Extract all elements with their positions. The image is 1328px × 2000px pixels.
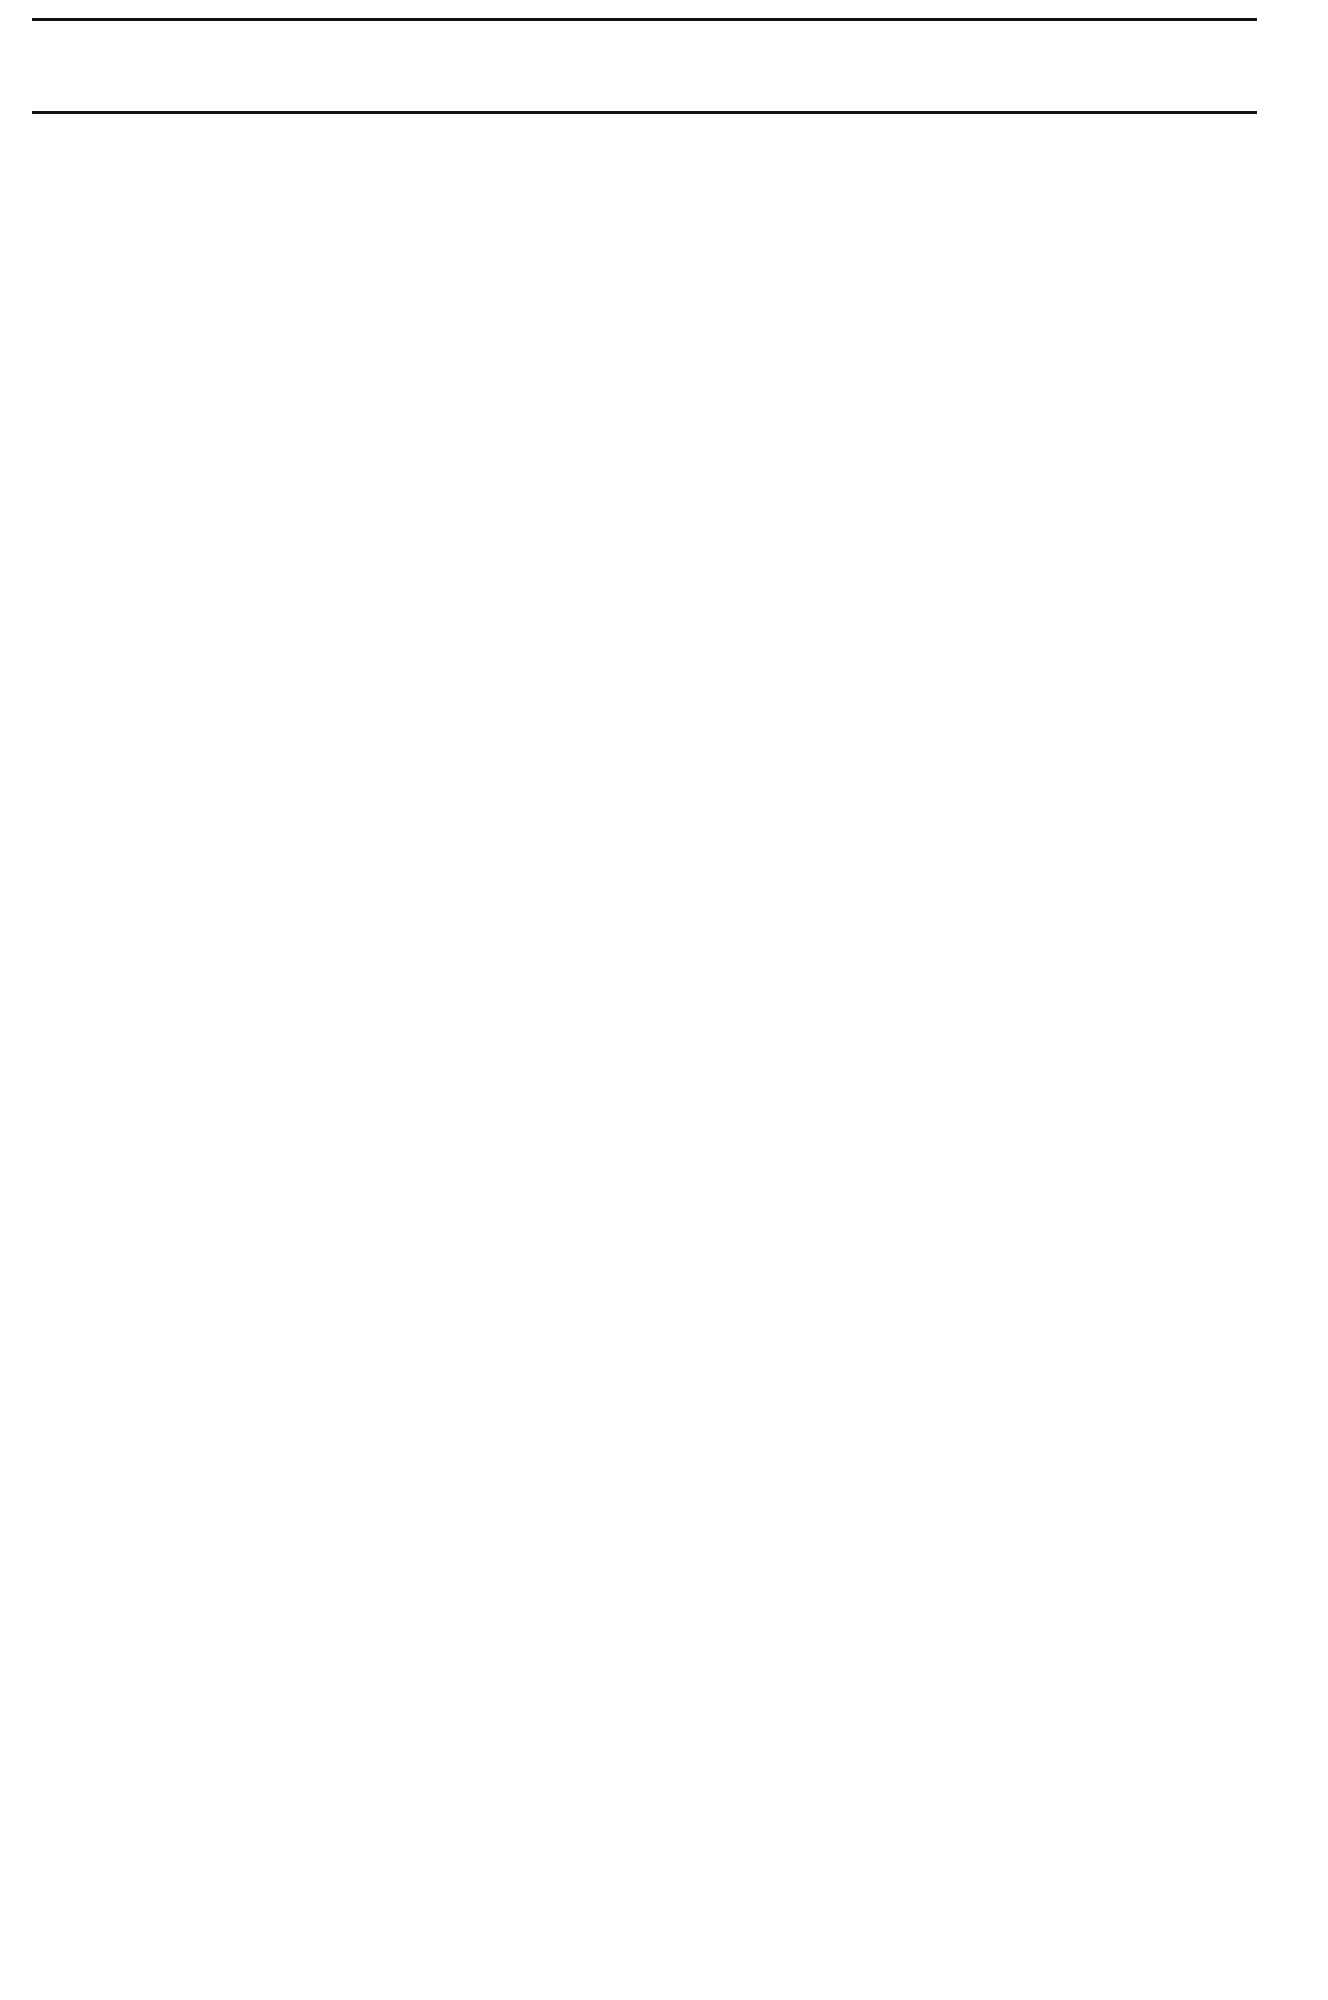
table-body xyxy=(0,108,1328,1988)
table-header xyxy=(32,18,1257,114)
